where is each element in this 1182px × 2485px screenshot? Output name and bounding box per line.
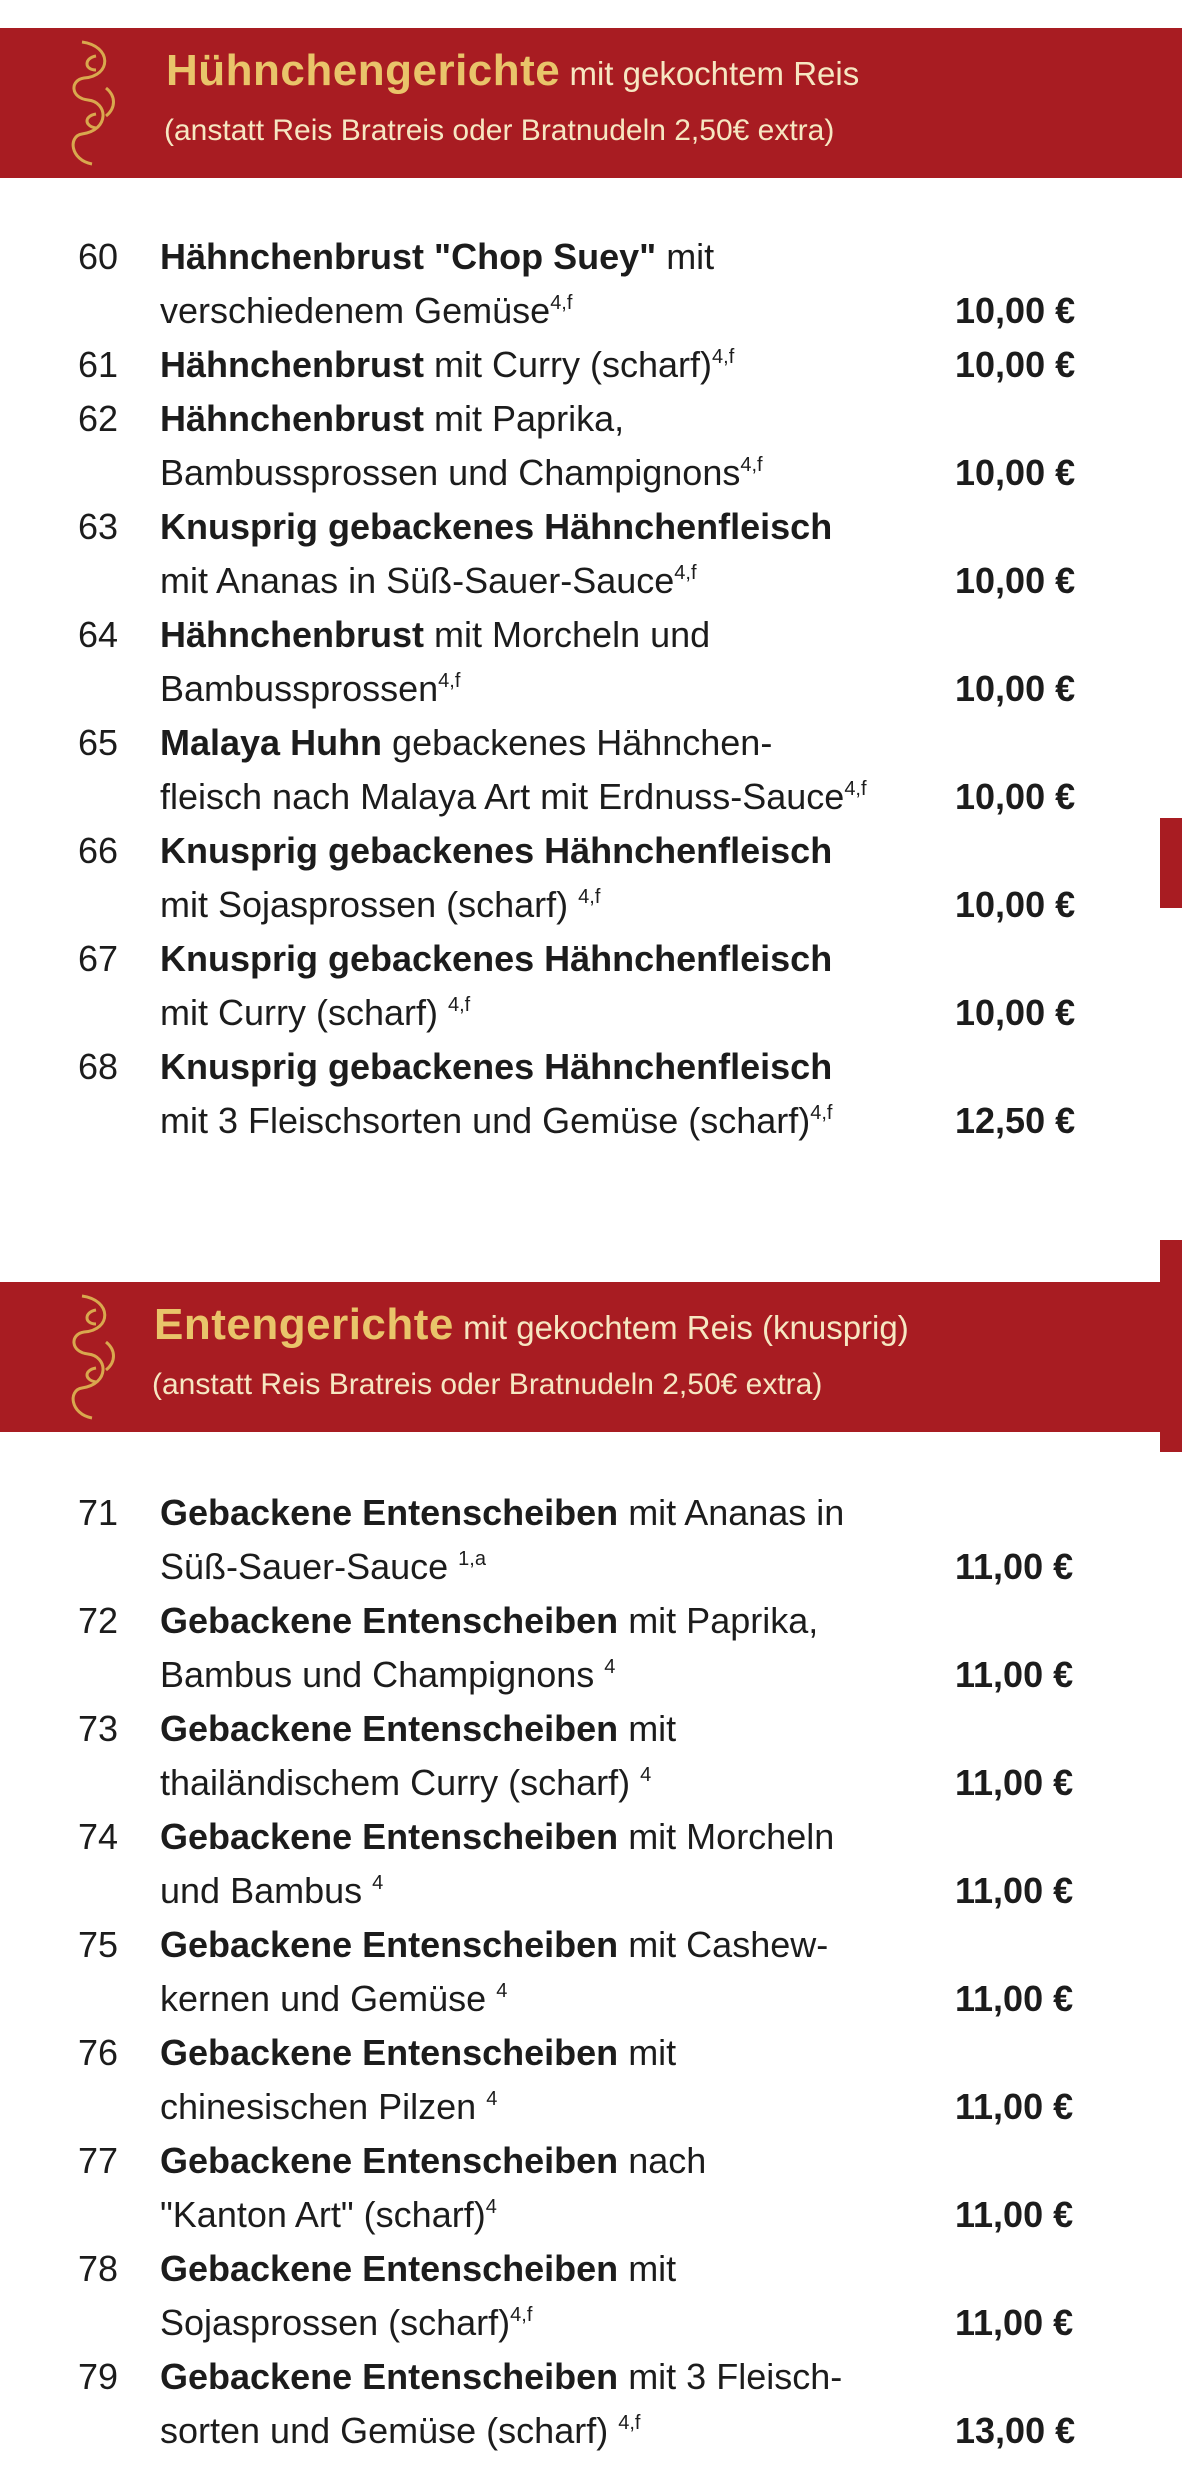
item-name: Malaya Huhn [160,722,383,763]
allergen-codes: 4 [640,1764,652,1786]
item-price: 11,00 € [955,2086,1074,2127]
item-number: 71 [78,1492,119,1533]
item-number: 66 [78,830,119,871]
item-price: 10,00 € [955,560,1076,601]
item-description [160,932,940,1040]
item-description [160,716,940,824]
item-price: 10,00 € [955,344,1076,385]
item-desc-line2 [160,2080,940,2134]
item-price: 11,00 € [955,1978,1074,2019]
allergen-codes: 4 [486,2088,498,2110]
menu-item [0,500,1182,608]
item-name: Gebackene Entenscheiben [160,1600,619,1641]
allergen-codes: 4,f [448,994,471,1016]
item-description [160,608,940,716]
item-name: Gebackene Entenscheiben [160,2356,619,2397]
item-name: Hähnchenbrust [160,344,425,385]
item-description [160,1702,940,1810]
section-header-duck [0,1282,1182,1432]
section-note: (anstatt Reis Bratreis oder Bratnudeln 2,50€ extra) [152,1368,823,1401]
item-description [160,338,940,392]
item-desc-line1: mit Ananas in [618,1492,845,1533]
item-price: 10,00 € [955,776,1076,817]
menu-list-chicken [0,230,1182,1148]
item-number: 78 [78,2248,119,2289]
item-description [160,2350,940,2458]
section-title-line [154,1300,909,1350]
item-number: 72 [78,1600,119,1641]
item-name: Hähnchenbrust [160,398,425,439]
item-number: 64 [78,614,119,655]
item-name: Knusprig gebackenes Hähnchenfleisch [160,506,833,547]
item-desc-line1: mit Paprika, [424,398,625,439]
item-price: 13,00 € [955,2410,1076,2451]
menu-item [0,1702,1182,1810]
item-name: Knusprig gebackenes Hähnchenfleisch [160,830,833,871]
item-desc-line1: mit 3 Fleisch- [618,2356,843,2397]
menu-item [0,1918,1182,2026]
item-desc-line2-text: mit Curry (scharf) [160,992,448,1033]
item-description [160,2134,940,2242]
item-name: Hähnchenbrust [160,614,425,655]
allergen-codes: 4,f [712,346,735,368]
item-description [160,230,940,338]
item-description [160,1810,940,1918]
item-desc-line2-text: fleisch nach Malaya Art mit Erdnuss-Sauce [160,776,845,817]
menu-item [0,2134,1182,2242]
item-number: 67 [78,938,119,979]
menu-list-duck [0,1486,1182,2458]
menu-item [0,2350,1182,2458]
item-number: 77 [78,2140,119,2181]
item-name: Hähnchenbrust "Chop Suey" [160,236,657,277]
item-desc-line2 [160,1864,940,1918]
item-desc-line2 [160,1756,940,1810]
item-name: Gebackene Entenscheiben [160,1816,619,1857]
item-price: 11,00 € [955,1546,1074,1587]
item-desc-line2-text: Sojasprossen (scharf) [160,2302,511,2343]
item-desc-line2 [160,878,940,932]
item-number: 73 [78,1708,119,1749]
item-price: 10,00 € [955,290,1076,331]
allergen-codes: 4,f [510,2304,533,2326]
item-desc-line2 [160,662,940,716]
section-title: Hühnchengerichte [166,46,561,95]
menu-item [0,392,1182,500]
allergen-codes: 4 [485,2196,497,2218]
ornament-icon [62,36,124,170]
item-number: 75 [78,1924,119,1965]
item-name: Gebackene Entenscheiben [160,2140,619,2181]
item-desc-line2-text: Süß-Sauer-Sauce [160,1546,459,1587]
item-desc-line1: mit Cashew- [618,1924,829,1965]
allergen-codes: 4,f [618,2412,641,2434]
allergen-codes: 4,f [674,562,697,584]
menu-item [0,2026,1182,2134]
item-description [160,1918,940,2026]
section-title-line [166,46,859,96]
item-description [160,2242,940,2350]
item-desc-line2-text: chinesischen Pilzen [160,2086,487,2127]
item-name: Gebackene Entenscheiben [160,1708,619,1749]
item-name: Knusprig gebackenes Hähnchenfleisch [160,1046,833,1087]
item-description [160,1594,940,1702]
item-price: 12,50 € [955,1100,1076,1141]
item-price: 11,00 € [955,1762,1074,1803]
item-desc-line2 [160,1540,940,1594]
section-header-chicken [0,28,1182,178]
item-price: 11,00 € [955,1870,1074,1911]
item-name: Gebackene Entenscheiben [160,1492,619,1533]
item-price: 10,00 € [955,452,1076,493]
item-desc-line2-text: und Bambus [160,1870,373,1911]
menu-item [0,716,1182,824]
item-desc-line2-text: sorten und Gemüse (scharf) [160,2410,619,2451]
item-desc-line1: mit [656,236,715,277]
allergen-codes: 4,f [550,292,573,314]
menu-item [0,1486,1182,1594]
item-desc-line2 [160,2404,940,2458]
item-desc-line1: mit [618,1708,677,1749]
item-desc-line1: nach [618,2140,707,2181]
item-desc-line2 [160,554,940,608]
allergen-codes: 4,f [578,886,601,908]
item-number: 65 [78,722,119,763]
item-desc-line2 [160,446,940,500]
item-name: Gebackene Entenscheiben [160,1924,619,1965]
item-desc-line2-text: kernen und Gemüse [160,1978,497,2019]
item-desc-line1: mit [618,2248,677,2289]
item-desc-line1: mit Morcheln [618,1816,835,1857]
item-number: 76 [78,2032,119,2073]
item-desc-line1: gebackenes Hähnchen- [382,722,773,763]
item-desc-line2-text: "Kanton Art" (scharf) [160,2194,486,2235]
menu-item [0,1810,1182,1918]
item-price: 11,00 € [955,1654,1074,1695]
allergen-codes: 4 [496,1980,508,2002]
menu-item [0,824,1182,932]
allergen-codes: 4,f [740,454,763,476]
item-desc-line2 [160,1972,940,2026]
item-desc-line2 [160,284,940,338]
item-description [160,1486,940,1594]
item-desc-line2-text: thailändischem Curry (scharf) [160,1762,641,1803]
item-name: Gebackene Entenscheiben [160,2032,619,2073]
item-price: 10,00 € [955,668,1076,709]
section-subtitle: mit gekochtem Reis [569,55,860,92]
allergen-codes: 4 [372,1872,384,1894]
allergen-codes: 4 [604,1656,616,1678]
section-title: Entengerichte [154,1300,454,1349]
item-desc-line1: mit Paprika, [618,1600,819,1641]
item-desc-line2 [160,986,940,1040]
menu-item [0,932,1182,1040]
section-subtitle: mit gekochtem Reis (knusprig) [463,1309,909,1346]
item-desc-line2-text: Bambussprossen [160,668,439,709]
item-desc-line2-text: verschiedenem Gemüse [160,290,551,331]
menu-item [0,338,1182,392]
item-desc-line2-text: mit Sojasprossen (scharf) [160,884,579,925]
item-desc-line1: mit Curry (scharf) [424,344,713,385]
item-description [160,2026,940,2134]
item-description [160,500,940,608]
item-desc-line1: mit Morcheln und [424,614,711,655]
item-price: 10,00 € [955,992,1076,1033]
item-number: 63 [78,506,119,547]
menu-item [0,608,1182,716]
menu-item [0,1594,1182,1702]
allergen-codes: 4,f [810,1102,833,1124]
item-desc-line2-text: Bambussprossen und Champignons [160,452,741,493]
item-number: 60 [78,236,119,277]
item-name: Knusprig gebackenes Hähnchenfleisch [160,938,833,979]
ornament-icon [62,1290,124,1424]
item-number: 68 [78,1046,119,1087]
item-desc-line2 [160,1648,940,1702]
item-price: 10,00 € [955,884,1076,925]
section-note: (anstatt Reis Bratreis oder Bratnudeln 2,50€ extra) [164,114,835,147]
item-description [160,824,940,932]
item-desc-line2 [160,770,940,824]
item-description [160,1040,940,1148]
item-desc-line2-text: mit 3 Fleischsorten und Gemüse (scharf) [160,1100,811,1141]
item-number: 61 [78,344,119,385]
item-name: Gebackene Entenscheiben [160,2248,619,2289]
menu-item [0,230,1182,338]
allergen-codes: 4,f [438,670,461,692]
item-desc-line2-text: mit Ananas in Süß-Sauer-Sauce [160,560,675,601]
item-desc-line2 [160,2296,940,2350]
item-desc-line2-text: Bambus und Champignons [160,1654,605,1695]
item-price: 11,00 € [955,2302,1074,2343]
item-desc-line2 [160,1094,940,1148]
menu-item [0,1040,1182,1148]
item-desc-line2 [160,2188,940,2242]
allergen-codes: 1,a [458,1548,486,1570]
item-number: 62 [78,398,119,439]
allergen-codes: 4,f [844,778,867,800]
item-description [160,392,940,500]
item-price: 11,00 € [955,2194,1074,2235]
menu-item [0,2242,1182,2350]
item-desc-line1: mit [618,2032,677,2073]
item-number: 79 [78,2356,119,2397]
item-number: 74 [78,1816,119,1857]
